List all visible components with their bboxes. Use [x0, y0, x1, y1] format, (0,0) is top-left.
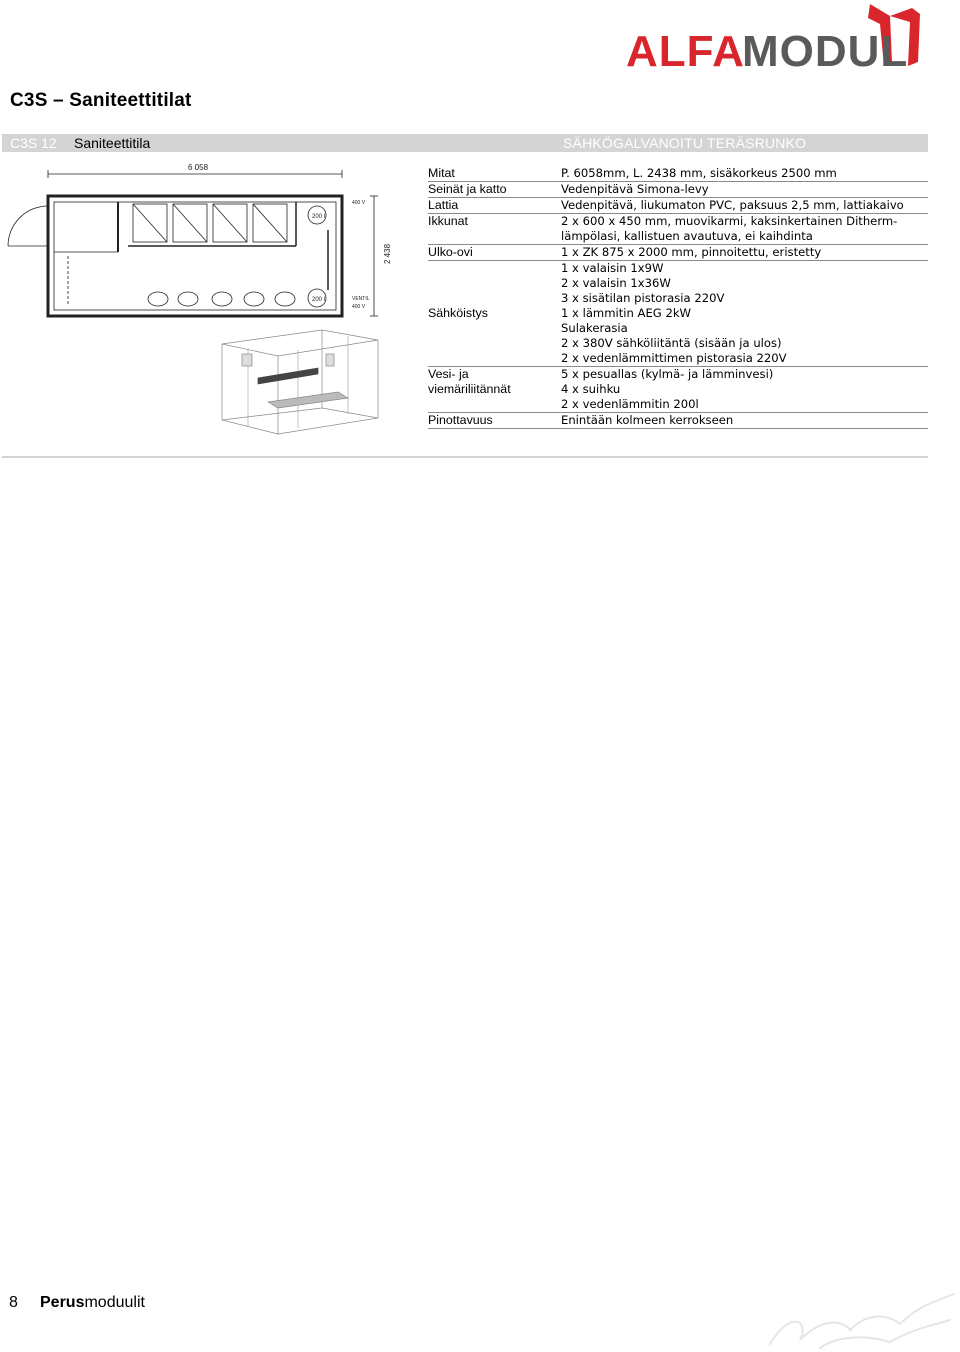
spec-row [428, 367, 928, 413]
spec-value-line: 3 x sisätilan pistorasia 220V [561, 291, 725, 305]
spec-value-line: 5 x pesuallas (kylmä- ja lämminvesi) [561, 367, 774, 381]
spec-label-line: Lattia [428, 198, 459, 212]
vent-label: VENTIL [352, 296, 370, 302]
spec-value-line: 2 x 600 x 450 mm, muovikarmi, kaksinkertainen Ditherm- [561, 214, 898, 228]
section-code: C3S 12 [10, 135, 57, 151]
spec-value [561, 182, 928, 197]
page-number: 8 [9, 1294, 18, 1311]
spec-value [561, 413, 928, 428]
spec-label [428, 367, 561, 412]
specification-table [428, 166, 928, 429]
spec-label-line [428, 291, 561, 306]
spec-value [561, 166, 928, 181]
spec-value-line: 2 x 380V sähköliitäntä (sisään ja ulos) [561, 336, 782, 350]
spec-label [428, 182, 561, 197]
spec-value-line: 1 x lämmitin AEG 2kW [561, 306, 692, 320]
spec-value-line: 1 x ZK 875 x 2000 mm, pinnoitettu, eristetty [561, 245, 822, 259]
spec-value-line: P. 6058mm, L. 2438 mm, sisäkorkeus 2500 mm [561, 166, 837, 180]
spec-row [428, 261, 928, 367]
spec-value-line: 4 x suihku [561, 382, 621, 396]
spec-value [561, 198, 928, 213]
section-bottom-rule [2, 456, 928, 458]
spec-row [428, 182, 928, 198]
spec-row [428, 245, 928, 261]
boiler-label-bottom: 200 l [312, 297, 326, 303]
watermark-script-graphic [760, 1290, 960, 1352]
spec-value-line: Vedenpitävä Simona-levy [561, 182, 709, 196]
spec-value-line: 2 x vedenlämmitin 200l [561, 397, 699, 411]
floor-plan-drawing [2, 160, 402, 318]
logo-text-alfa: ALFA [626, 27, 745, 72]
spec-row [428, 198, 928, 214]
logo-text-modul: MODUL [742, 27, 909, 72]
spec-label-line: Sähköistys [428, 306, 488, 320]
spec-value [561, 245, 928, 260]
page-title: C3S – Saniteettitilat [10, 90, 192, 111]
spec-label-line: Seinät ja katto [428, 182, 507, 196]
spec-label-line: Pinottavuus [428, 413, 493, 427]
spec-value-line: 2 x vedenlämmittimen pistorasia 220V [561, 351, 787, 365]
spec-label [428, 413, 561, 428]
spec-label-line: Mitat [428, 166, 455, 180]
spec-value-line: Vedenpitävä, liukumaton PVC, paksuus 2,5 mm, lattiakaivo [561, 198, 904, 212]
spec-label-line [428, 261, 561, 276]
spec-value-line: 2 x valaisin 1x36W [561, 276, 671, 290]
footer-title-bold: Perus [40, 1294, 85, 1311]
spec-value [561, 261, 928, 366]
spec-label [428, 245, 561, 260]
spec-row [428, 413, 928, 429]
section-frame-type: SÄHKÖGALVANOITU TERÄSRUNKO [563, 135, 807, 151]
spec-label [428, 214, 561, 244]
spec-row [428, 214, 928, 245]
spec-value-line: Enintään kolmeen kerrokseen [561, 413, 734, 427]
spec-value-line: lämpölasi, kallistuen avautuva, ei kaihdinta [561, 229, 813, 243]
section-name: Saniteettitila [74, 135, 151, 151]
section-header-bar [2, 134, 928, 152]
spec-label [428, 261, 561, 366]
boiler-label-top: 200 l [312, 214, 326, 220]
spec-label-line: Ulko-ovi [428, 245, 473, 259]
spec-label-line: viemäriliitännät [428, 382, 511, 396]
spec-label-line: Ikkunat [428, 214, 468, 228]
spec-label-line [428, 276, 561, 291]
spec-label [428, 166, 561, 181]
footer-title-rest: moduulit [84, 1294, 145, 1311]
width-dimension-label: 2 438 [383, 243, 392, 264]
spec-label-line: Vesi- ja [428, 367, 469, 381]
alfamodul-logo [622, 2, 922, 72]
voltage-label-top: 400 V [352, 200, 366, 206]
isometric-wireframe-drawing [218, 328, 382, 436]
voltage-label-bottom: 400 V [352, 304, 366, 310]
spec-value [561, 367, 928, 412]
length-dimension-label: 6 058 [188, 163, 209, 172]
spec-row [428, 166, 928, 182]
spec-value [561, 214, 928, 244]
footer-title [40, 1294, 145, 1312]
spec-value-line: Sulakerasia [561, 321, 628, 335]
spec-value-line: 1 x valaisin 1x9W [561, 261, 664, 275]
spec-label [428, 198, 561, 213]
